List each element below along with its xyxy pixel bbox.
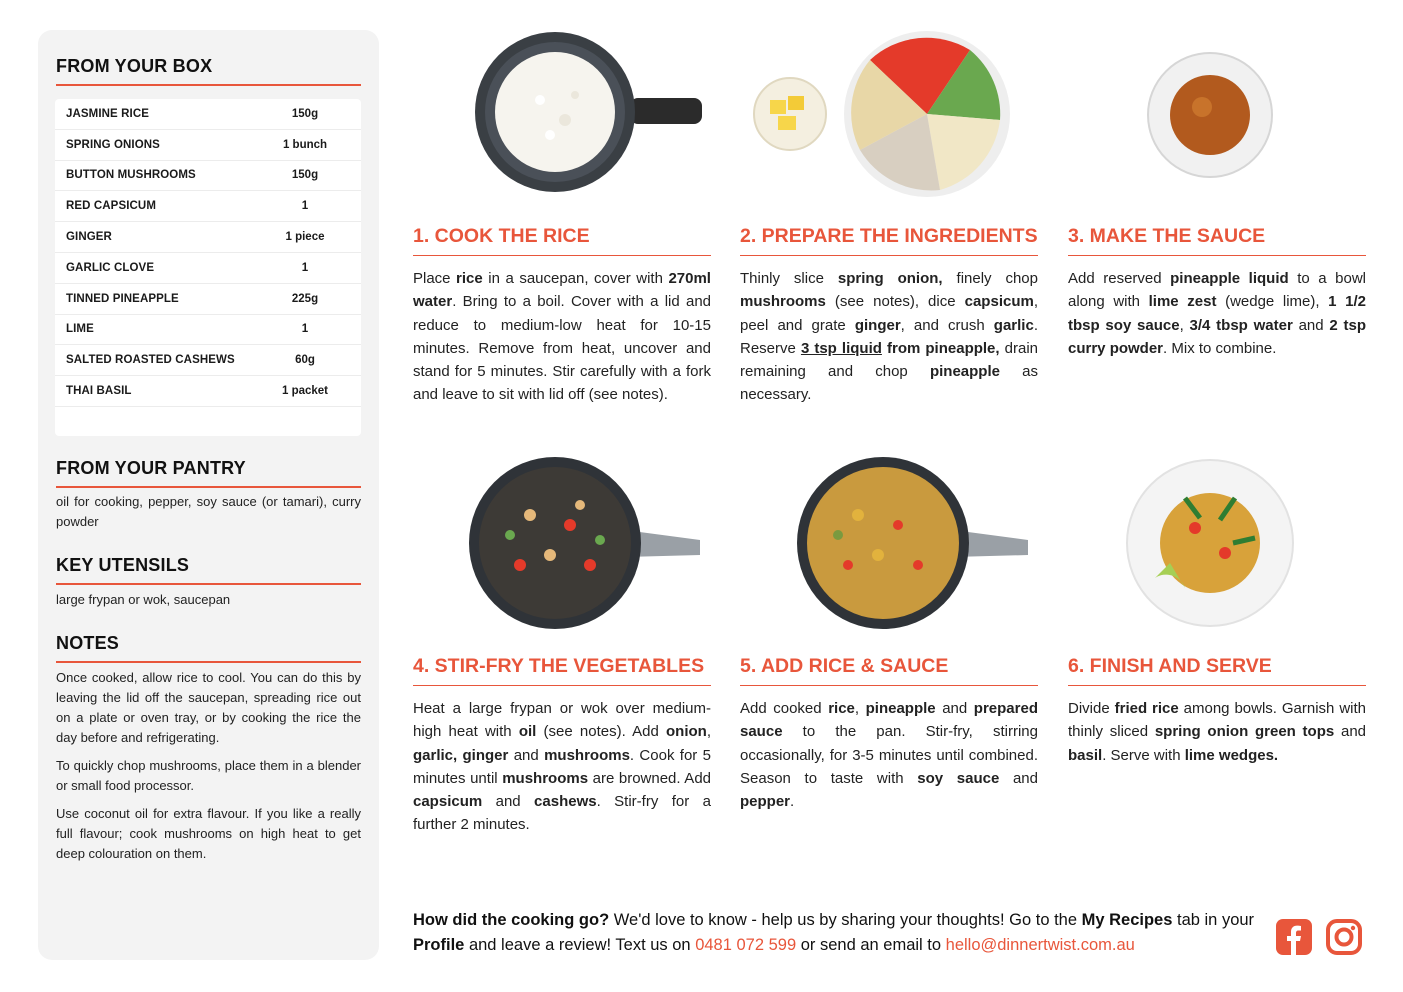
text-span: We'd love to know - help us by sharing your thoughts! Go to the (609, 911, 1082, 929)
text-span: and leave a review! Text us on (464, 936, 696, 954)
text-span: (wedge lime), (1216, 293, 1329, 311)
ingredient-qty: 1 (301, 200, 309, 213)
ingredient-row (55, 315, 361, 346)
text-span: . Mix to combine. (1163, 339, 1277, 357)
ingredient-row (55, 191, 361, 222)
text-span: and (508, 746, 545, 764)
text-span: , and crush (900, 316, 994, 334)
text-span: Add reserved (1068, 270, 1171, 287)
step-3-text (1068, 267, 1366, 360)
ingredient-qty: 225g (291, 292, 319, 305)
ingredient-row (55, 99, 361, 130)
text-span: Place (413, 270, 457, 287)
step-1-text (413, 267, 711, 407)
text-span: to the pan. Stir-fry, stirring occasionally, for 3-5 minutes until combined. Season to taste with (740, 723, 1038, 787)
ingredient-name: JASMINE RICE (66, 107, 149, 120)
text-span: and (482, 793, 535, 811)
text-span: rice (456, 270, 483, 287)
text-span: , (706, 723, 711, 741)
ingredient-qty: 1 (301, 323, 309, 336)
text-span: spring onion green tops (1154, 723, 1335, 741)
contact-link[interactable]: 0481 072 599 (695, 936, 797, 954)
ingredient-row (55, 345, 361, 376)
note-item: To quickly chop mushrooms, place them in a blender or small food processor. (56, 758, 361, 793)
text-span: 3 tsp liquid (800, 339, 882, 357)
rice-pot-image (470, 30, 710, 195)
pantry-title: FROM YOUR PANTRY (56, 458, 361, 488)
ingredient-name: BUTTON MUSHROOMS (66, 169, 196, 182)
text-span: fried rice (1114, 700, 1179, 717)
ingredient-row (55, 253, 361, 284)
ingredient-row (55, 376, 361, 407)
text-span: lime zest (1148, 293, 1217, 311)
text-span: Thinly slice (740, 270, 838, 287)
text-span: and (935, 700, 974, 717)
ingredient-row (55, 161, 361, 192)
ingredient-row (55, 284, 361, 315)
text-span: ginger (854, 316, 901, 334)
text-span: . Cook for 5 minutes until (413, 746, 711, 787)
ingredient-row (55, 130, 361, 161)
ingredient-name: SALTED ROASTED CASHEWS (66, 354, 235, 367)
step-4-title: 4. STIR-FRY THE VEGETABLES (413, 655, 711, 686)
text-span: . Serve with (1102, 746, 1185, 764)
text-span: , peel and grate (740, 293, 1038, 334)
text-span: . Stir-fry for a further 2 minutes. (413, 793, 711, 834)
text-span: , (854, 700, 866, 717)
ingredient-name: THAI BASIL (66, 385, 132, 398)
pantry-text: oil for cooking, pepper, soy sauce (or tamari), curry powder (56, 494, 361, 529)
text-span: , (1179, 316, 1190, 334)
text-span: 270ml water (413, 270, 711, 311)
text-span: . (790, 793, 795, 811)
step-5-title: 5. ADD RICE & SAUCE (740, 655, 1038, 686)
ingredient-name: LIME (66, 323, 94, 336)
text-span: tab in your (1172, 911, 1255, 929)
text-span: 2 tsp curry powder (1068, 316, 1366, 357)
step-6-title: 6. FINISH AND SERVE (1068, 655, 1366, 686)
ingredient-qty: 150g (291, 107, 319, 120)
step-2-title: 2. PREPARE THE INGREDIENTS (740, 225, 1038, 256)
step-1-title: 1. COOK THE RICE (413, 225, 711, 256)
text-span: mushrooms (544, 746, 630, 764)
step-2-text (740, 267, 1038, 407)
text-span: garlic, ginger (413, 746, 509, 764)
text-span: pineapple liquid (1170, 270, 1289, 287)
text-span: and (1292, 316, 1330, 334)
step-5-text (740, 697, 1038, 813)
ingredient-name: SPRING ONIONS (66, 138, 160, 151)
text-span: Add cooked (740, 700, 829, 717)
text-span: 1 1/2 tbsp soy sauce (1068, 293, 1366, 334)
text-span: spring onion, (837, 270, 943, 287)
text-span: . Bring to a boil. Cover with a lid and reduce to medium-low heat for 10-15 minutes. Remove from heat, uncover and stand for 5 minutes. Stir carefully with a fork and leave to sit with lid off (see notes). (413, 293, 711, 404)
text-span: from pineapple, (881, 339, 1000, 357)
text-span: My Recipes (1081, 911, 1173, 929)
ingredient-qty: 60g (295, 354, 315, 367)
text-span: (see notes), dice (825, 293, 965, 311)
text-span: 3/4 tbsp water (1189, 316, 1293, 334)
ingredient-name: GINGER (66, 231, 112, 244)
text-span: among bowls. Garnish with thinly sliced (1068, 700, 1366, 741)
text-span: (see notes). Add (536, 723, 666, 741)
text-span: capsicum (413, 793, 483, 811)
text-span: pineapple (929, 363, 1000, 381)
text-span: Heat a large frypan or wok over medium-high heat with (413, 700, 711, 741)
utensils-title: KEY UTENSILS (56, 555, 361, 585)
text-span: prepared sauce (740, 700, 1038, 741)
step-6-text (1068, 697, 1366, 767)
text-span: or send an email to (796, 936, 946, 954)
box-title: FROM YOUR BOX (56, 56, 361, 86)
text-span: onion (666, 723, 707, 741)
text-span: in a saucepan, cover with (482, 270, 669, 287)
ingredient-row (55, 222, 361, 253)
text-span: soy sauce (917, 769, 1000, 787)
text-span: pineapple (865, 700, 936, 717)
text-span: are browned. Add (588, 769, 711, 787)
stirfry-pan-image (450, 455, 705, 630)
text-span: pepper (740, 793, 791, 811)
notes-list (56, 668, 361, 872)
ingredient-qty: 1 piece (285, 231, 325, 244)
ingredients-plate-image (750, 30, 1015, 198)
fried-rice-pan-image (778, 455, 1033, 630)
ingredient-name: TINNED PINEAPPLE (66, 292, 179, 305)
text-span: to a bowl along with (1068, 270, 1366, 311)
text-span: Divide (1068, 700, 1115, 717)
text-span: basil (1068, 746, 1103, 764)
ingredient-name: GARLIC CLOVE (66, 261, 155, 274)
text-span: and (999, 769, 1038, 787)
text-span: How did the cooking go? (413, 911, 610, 929)
text-span: drain remaining and chop (740, 339, 1039, 381)
served-plate-image (1125, 458, 1300, 628)
contact-link[interactable]: hello@dinnertwist.com.au (945, 936, 1135, 954)
ingredient-qty: 1 (301, 261, 309, 274)
text-span: lime wedges. (1184, 746, 1279, 764)
instagram-icon[interactable] (1325, 918, 1363, 956)
feedback-footer (413, 908, 1258, 958)
text-span: and (1334, 723, 1366, 741)
text-span: rice (828, 700, 855, 717)
ingredient-list (55, 99, 361, 436)
text-span: cashews (534, 793, 597, 811)
note-item: Use coconut oil for extra flavour. If you like a really full flavour; cook mushrooms on high heat to get deep colouration on them. (56, 806, 361, 861)
ingredient-name: RED CAPSICUM (66, 200, 157, 213)
step-4-text (413, 697, 711, 837)
text-span: Profile (413, 936, 465, 954)
text-span: oil (518, 723, 537, 741)
text-span: as necessary. (740, 363, 1038, 404)
text-span: capsicum (964, 293, 1034, 311)
text-span: . Reserve (740, 316, 1038, 357)
sauce-bowl-image (1140, 45, 1280, 185)
notes-title: NOTES (56, 633, 361, 663)
ingredient-qty: 1 packet (281, 385, 329, 398)
ingredient-qty: 150g (291, 169, 319, 182)
text-span: mushrooms (502, 769, 589, 787)
step-3-title: 3. MAKE THE SAUCE (1068, 225, 1366, 256)
ingredients-sidebar (38, 30, 379, 960)
utensils-text: large frypan or wok, saucepan (56, 592, 231, 607)
text-span: garlic (993, 316, 1034, 334)
ingredient-qty: 1 bunch (282, 138, 328, 151)
text-span: finely chop (942, 270, 1038, 287)
note-item: Once cooked, allow rice to cool. You can do this by leaving the lid off the saucepan, spreading rice out on a plate or oven tray, or by cooking the rice the day before and refrigerating. (56, 670, 361, 745)
facebook-icon[interactable] (1275, 918, 1313, 956)
text-span: mushrooms (740, 293, 826, 311)
